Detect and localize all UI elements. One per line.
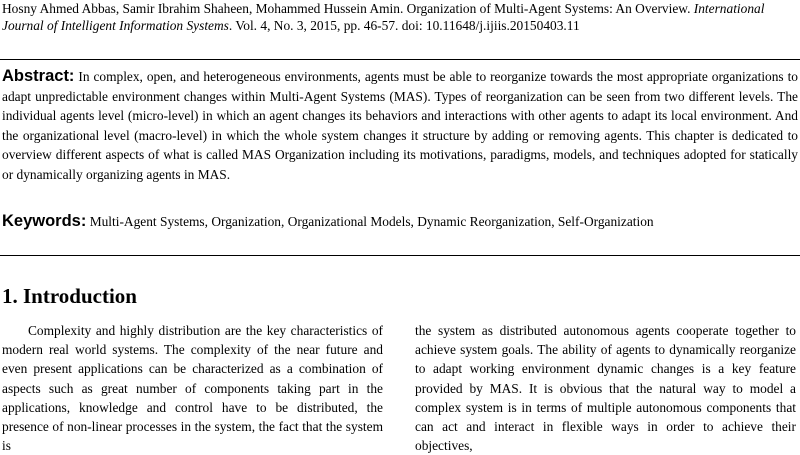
- right-column-paragraph: the system as distributed autonomous agents cooperate together to achieve system goals. The ability of agents to dynamically reorganize to adapt working environment dynamic changes is a key feature provided by MAS. It is obvious that the natural way to model a complex system is in terms of multiple autonomous components that can act and interact in flexible ways in order to achieve their objectives,: [415, 323, 796, 454]
- citation-details: . Vol. 4, No. 3, 2015, pp. 46-57. doi: 10.11648/j.ijiis.20150403.11: [228, 18, 580, 33]
- abstract: [2, 67, 798, 185]
- abstract-text: In complex, open, and heterogeneous environments, agents must be able to reorganize towards the most appropriate organizations to adapt unpredictable environment changes within Multi-Agent Systems (MAS). Types of reorganization can be seen from two different levels. The individual agents level (micro-level) in which an agent changes its behaviors and interactions with other agents to adapt its local environment. And the organizational level (macro-level) in which the whole system changes it structure by adding or removing agents. This chapter is dedicated to overview different aspects of what is called MAS Organization including its motivations, paradigms, models, and techniques adopted for statically or dynamically organizing agents in MAS.: [2, 69, 798, 182]
- section-divider: [0, 255, 800, 256]
- keywords: [2, 211, 798, 232]
- citation: [2, 0, 798, 34]
- section-title: 1. Introduction: [2, 284, 137, 308]
- left-column-paragraph: Complexity and highly distribution are the key characteristics of modern real world systems. The complexity of the near future and even present applications can be characterized as a combination of aspects such as great number of components taking part in the applications, knowledge and control have to be distributed, the presence of non-linear processes in the system, the fact that the system is: [2, 323, 383, 454]
- citation-journal: International Journal of Intelligent Information Systems: [2, 1, 765, 33]
- citation-authors-title: Hosny Ahmed Abbas, Samir Ibrahim Shaheen, Mohammed Hussein Amin. Organization of Multi-Agent Systems: An Overview.: [2, 1, 694, 16]
- keywords-label: Keywords:: [2, 212, 87, 230]
- abstract-label: Abstract:: [2, 67, 75, 85]
- keywords-text: Multi-Agent Systems, Organization, Organizational Models, Dynamic Reorganization, Self-Organization: [86, 214, 654, 229]
- top-divider: [0, 59, 800, 60]
